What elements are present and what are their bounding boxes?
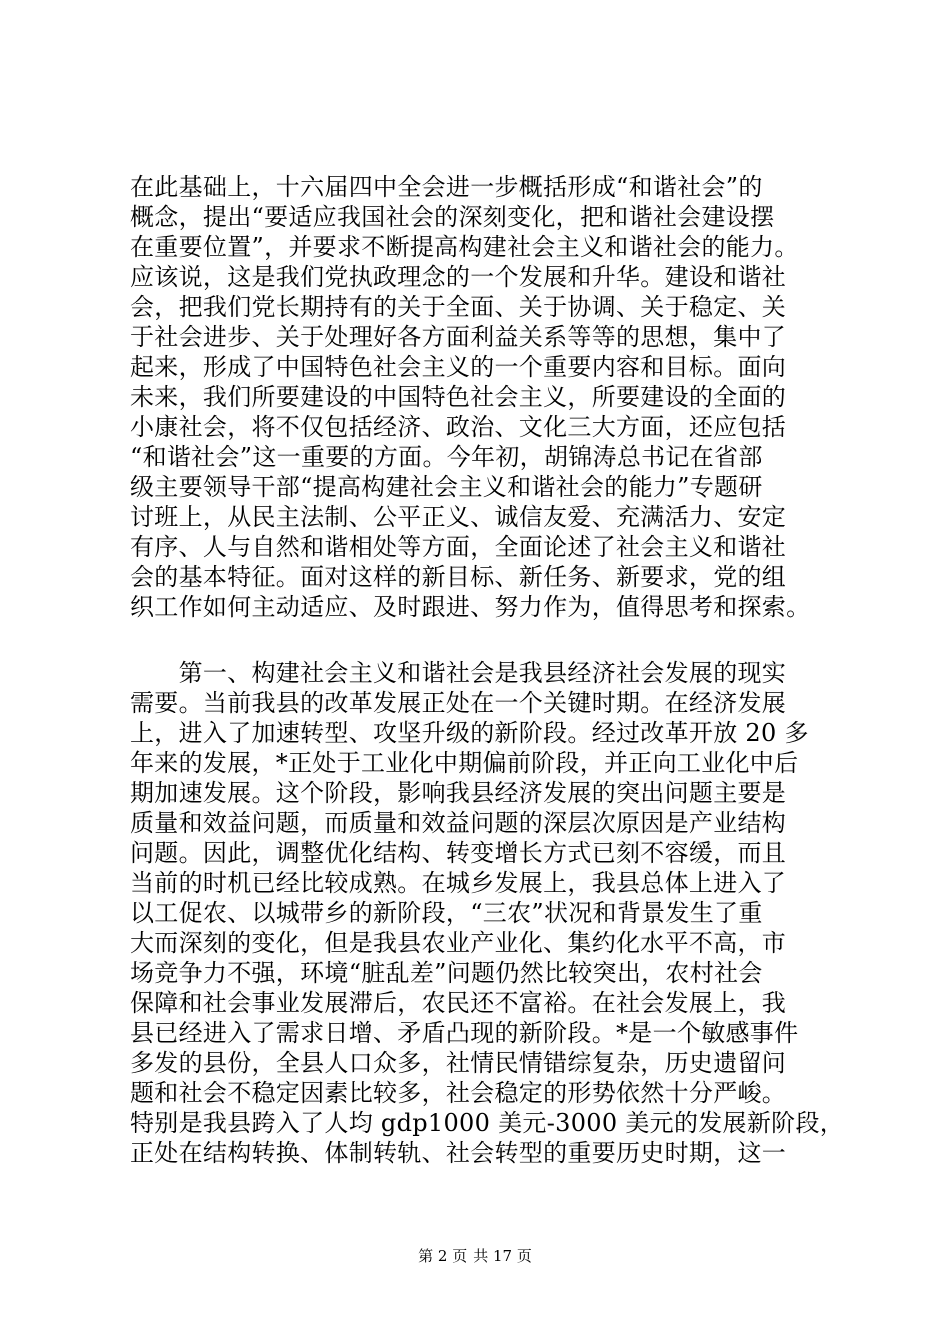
text-line: 于社会进步、关于处理好各方面利益关系等等的思想，集中了 [130, 323, 787, 351]
text-line: 质量和效益问题，而质量和效益问题的深层次原因是产业结构 [130, 809, 787, 837]
text-line: 正处在结构转换、体制转轨、社会转型的重要历史时期，这一 [130, 1139, 787, 1167]
text-line: 年来的发展，*正处于工业化中期偏前阶段，并正向工业化中后 [130, 749, 799, 777]
text-line: 应该说，这是我们党执政理念的一个发展和升华。建设和谐社 [130, 263, 787, 291]
page-number: 第 2 页 [418, 1247, 468, 1265]
text-line: 织工作如何主动适应、及时跟进、努力作为，值得思考和探索。 [130, 593, 811, 621]
text-line: 以工促农、以城带乡的新阶段，“三农”状况和背景发生了重 [130, 899, 763, 927]
text-line: 多发的县份，全县人口众多，社情民情错综复杂，历史遗留问 [130, 1049, 787, 1077]
text-line: 会，把我们党长期持有的关于全面、关于协调、关于稳定、关 [130, 293, 787, 321]
text-line: 场竞争力不强，环境“脏乱差”问题仍然比较突出，农村社会 [130, 959, 763, 987]
page-footer [0, 1246, 950, 1266]
text-line: 在此基础上，十六届四中全会进一步概括形成“和谐社会”的 [130, 173, 763, 201]
paragraph-1 [130, 172, 830, 622]
paragraph-spacer [130, 622, 830, 658]
text-line: 小康社会，将不仅包括经济、政治、文化三大方面，还应包括 [130, 413, 787, 441]
page-total: 共 17 页 [473, 1247, 532, 1265]
text-line: 特别是我县跨入了人均 gdp1000 美元-3000 美元的发展新阶段， [130, 1109, 845, 1137]
paragraph-2 [130, 658, 845, 1168]
document-body [130, 172, 845, 1168]
text-line: 大而深刻的变化，但是我县农业产业化、集约化水平不高，市 [130, 929, 787, 957]
text-line: 保障和社会事业发展滞后，农民还不富裕。在社会发展上，我 [130, 989, 787, 1017]
text-line: 未来，我们所要建设的中国特色社会主义，所要建设的全面的 [130, 383, 787, 411]
text-line: 会的基本特征。面对这样的新目标、新任务、新要求，党的组 [130, 563, 787, 591]
text-line: 起来，形成了中国特色社会主义的一个重要内容和目标。面向 [130, 353, 787, 381]
text-line: 问题。因此，调整优化结构、转变增长方式已刻不容缓，而且 [130, 839, 787, 867]
text-line: 概念，提出“要适应我国社会的深刻变化，把和谐社会建设摆 [130, 203, 775, 231]
text-line: 级主要领导干部“提高构建社会主义和谐社会的能力”专题研 [130, 473, 763, 501]
text-line: 需要。当前我县的改革发展正处在一个关键时期。在经济发展 [130, 689, 787, 717]
text-line: 讨班上，从民主法制、公平正义、诚信友爱、充满活力、安定 [130, 503, 787, 531]
text-line: 期加速发展。这个阶段，影响我县经济发展的突出问题主要是 [130, 779, 787, 807]
text-line: 在重要位置”，并要求不断提高构建社会主义和谐社会的能力。 [130, 233, 799, 261]
text-line: 第一、构建社会主义和谐社会是我县经济社会发展的现实 [130, 659, 787, 687]
text-line: 上，进入了加速转型、攻坚升级的新阶段。经过改革开放 20 多 [130, 719, 809, 747]
text-line: 有序、人与自然和谐相处等方面，全面论述了社会主义和谐社 [130, 533, 787, 561]
text-line: 当前的时机已经比较成熟。在城乡发展上，我县总体上进入了 [130, 869, 787, 897]
text-line: 题和社会不稳定因素比较多，社会稳定的形势依然十分严峻。 [130, 1079, 787, 1107]
text-line: “和谐社会”这一重要的方面。今年初，胡锦涛总书记在省部 [130, 443, 763, 471]
text-line: 县已经进入了需求日增、矛盾凸现的新阶段。*是一个敏感事件 [130, 1019, 799, 1047]
